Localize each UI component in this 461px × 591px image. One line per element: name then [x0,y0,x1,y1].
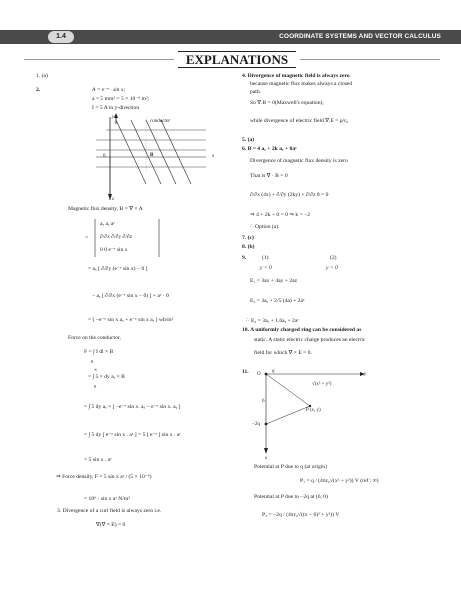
force-eq-4: = ∫ 5 dy [ e⁻ʸ sin x . aᶻ ] = 5 [ e⁻ʸ ] sin x . aᶻ [84,432,181,438]
answer-4-line-3: path. [250,89,262,95]
fig-origin-label: 0 [103,154,106,159]
answer-9-case-1: (1) [262,255,269,261]
curl-step-2: − aᵧ [ ∂/∂x (e⁻ʸ sin x − 0) ] + aᶻ · 0 [92,293,169,299]
answer-4-line-2: because magnetic flux makes always a closed [250,81,353,87]
potential-1-equation: P₁ = q / (4πε₀√(x² + y²)) V (ref : ∞) [300,478,379,484]
answer-6-line-1: Divergence of magnetic flux density is zero [250,158,348,164]
answer-2-current: I = 5 A in y-direction [92,105,140,111]
force-eq-1: F = ∫ I dl × B [84,349,114,355]
answer-9-cond-1: y < 0 [260,265,272,271]
answer-4-line-4: So ∇.B = 0(Maxwell's equation), [250,100,324,106]
force-eq-1-limit: 0 [91,359,94,364]
fig-z-label: z [112,197,114,202]
force-eq-2: = ∫ 5 × dy aᵧ × B [88,374,125,380]
answer-10-line-1: 10. A uniformly charged ring can be considered as [242,327,362,333]
answer-6: 6. B = 4 aₓ + 2k aᵧ + 8aᶻ [242,146,297,152]
answer-10-line-3: field for which ∇ × E = 0. [254,350,312,356]
force-result: = 10⁶ · sin x aᶻ N/m² [84,496,130,502]
answer-9-cond-2: y > 0 [326,265,338,271]
det-equals: = [85,235,89,241]
fig2-distance: √(x² + y²) [312,382,332,387]
answer-8: 8. (b) [242,244,255,250]
answer-9-e3: ∴ E₂ = 3aₓ + 1.6aᵧ + 2aᶻ [246,318,299,324]
answer-9-number: 9. [242,255,247,261]
answer-4-line-1: 4. Divergence of magnetic field is always zero [242,73,350,79]
answer-2-vector-a: A = e⁻ʸ · sin x; [92,87,126,93]
fig2-x-axis: x [265,456,268,461]
answer-7: 7. (c) [242,235,254,241]
answer-6-line-3: ∂/∂x (4x) + ∂/∂y (2ky) + ∂/∂z 8 = 0 [250,192,329,198]
curl-step-3: = [ −e⁻ʸ sin x aₓ + e⁻ʸ sin x aᵧ ] wb/m² [88,317,174,323]
det-row-2: ∂/∂x ∂/∂y ∂/∂z [100,234,133,240]
fig2-six: 6 [262,399,265,404]
fig2-y-axis: y [364,372,367,377]
answer-10-line-2: static. A static electric charge produces an electric [254,337,366,343]
answer-6-line-2: That is ∇ · B = 0 [250,173,288,179]
fig2-charge-q: q [272,369,275,374]
answer-9-e1: E₁ = 3ax + 4ay + 2az [250,278,298,284]
force-label: Force on the conductor, [68,335,121,341]
fig-x-label: x [212,154,215,159]
potential-1-label: Potential at P due to q (at origin) [254,464,327,470]
force-eq-3: = ∫ 5 dy aᵧ × [ −e⁻ʸ sin x. aₓ − e⁻ʸ sin x. aᵧ ] [84,404,181,410]
answer-3: 3. Divergence of a curl field is always zero i.e. [57,508,162,514]
title-rule-left [24,59,174,60]
answer-5: 5. (a) [242,137,255,143]
curl-step-1: = aₓ [ ∂/∂y (e⁻ʸ sin x) − 0 ] [88,266,148,272]
fig-b-label: B [150,153,154,158]
potential-2-label: Potential at P due to −2q at (6, 0) [254,494,328,500]
answer-9-e2: E₂ = 3aₓ + 2/5 (4a) + 2aᶻ [250,298,305,304]
answer-3-equation: ∇(∇ × E) = 0 [96,522,126,528]
answer-1: 1. (a) [36,73,48,79]
answer-6-line-5: ∴ Option (a). [250,224,280,230]
force-eq-2-lower: 0 [94,384,97,389]
force-eq-2-upper: ∞ [94,367,98,372]
answer-11-number: 11. [242,369,249,375]
fig2-point-p: P (x, y) [306,408,321,413]
section-title: EXPLANATIONS [178,51,296,68]
answer-2-number: 2. [36,87,41,93]
potential-2-equation: P₂ = −2q / (4πε₀√((x − 6)² + y²)) V [262,512,340,518]
det-row-3: 0 0 e⁻ʸ sin x [100,247,128,253]
fig2-origin: O [257,372,261,377]
force-density: ⇒ Force density, F = 5 sin x aᶻ / (5 × 10⁻⁶) [56,474,152,480]
flux-density-label: Magnetic flux density, B = ∇ × A [68,206,143,212]
title-rule-right [300,59,440,60]
answer-9-case-2: (2) [330,255,337,261]
fig2-charge-minus-2q: −2q [252,422,260,427]
fig-conductor-label: conductor [150,119,171,124]
fig-y-label: y [112,115,115,120]
answer-4-line-5: while divergence of electric field ∇.E = ρ/ε₀ [250,118,349,124]
answer-6-line-4: ⇒ 4 + 2k + 0 = 0 ⇒ k = −2 [250,212,311,218]
chapter-title: COORDINATE SYSTEMS AND VECTOR CALCULUS [279,33,441,40]
det-row-1: aₓ aᵧ aᶻ [100,221,115,227]
answer-2-area: a = 5 mm² = 5 × 10⁻⁶ m²; [92,96,150,102]
force-eq-5: = 5 sin x . aᶻ [84,457,112,463]
page-number: 1.4 [48,31,74,43]
